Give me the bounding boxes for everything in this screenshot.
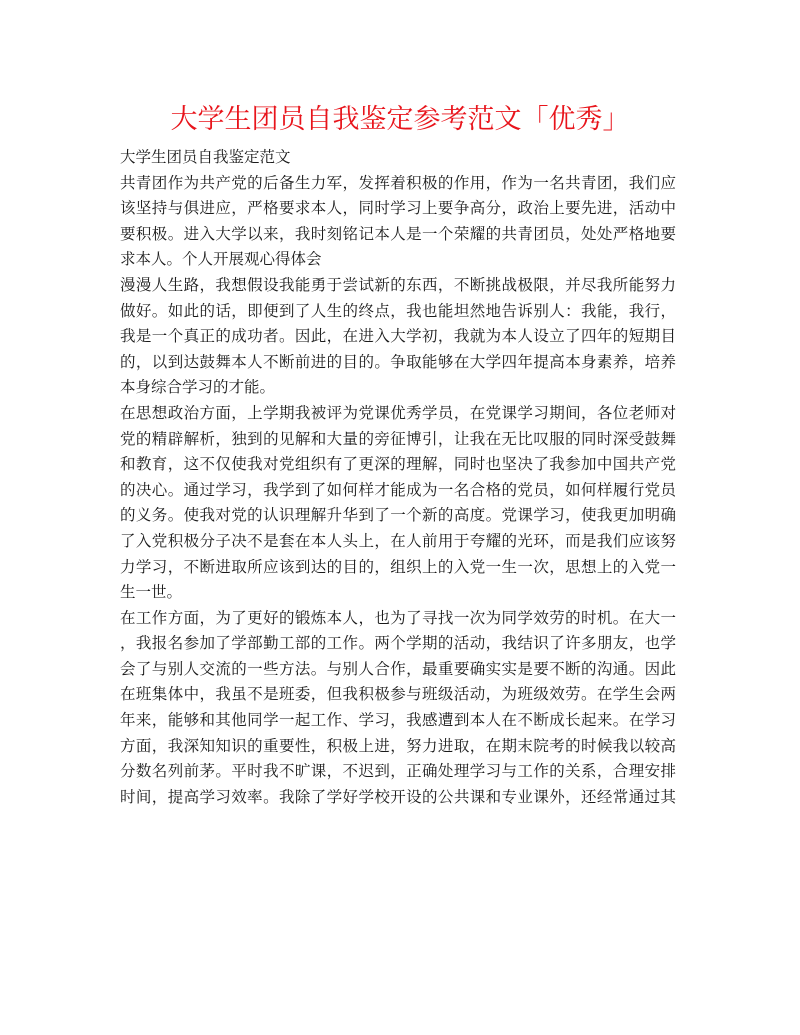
- document-body: [120, 145, 676, 810]
- paragraph-line: ，我报名参加了学部勤工部的工作。两个学期的活动，我结识了许多朋友，也学: [120, 634, 676, 653]
- paragraph-line: 生一世。: [120, 583, 183, 602]
- paragraph-line: 方面，我深知知识的重要性，积极上进，努力进取，在期末院考的时候我以较高: [120, 736, 676, 755]
- paragraph-line: 该坚持与俱进应，严格要求本人，同时学习上要争高分，政治上要先进，活动中: [120, 199, 676, 218]
- paragraph-line: 和教育，这不仅使我对党组织有了更深的理解，同时也坚决了我参加中国共产党: [120, 455, 676, 474]
- paragraph-line: 做好。如此的话，即便到了人生的终点，我也能坦然地告诉别人：我能，我行，: [120, 301, 676, 320]
- paragraph-line: 力学习，不断进取所应该到达的目的，组织上的入党一生一次，思想上的入党一: [120, 557, 676, 576]
- paragraph-line: 年来，能够和其他同学一起工作、学习，我感遭到本人在不断成长起来。在学习: [120, 711, 676, 730]
- paragraph-line: 大学生团员自我鉴定范文: [120, 148, 291, 166]
- paragraph-line: 了入党积极分子决不是套在本人头上，在人前用于夸耀的光环，而是我们应该努: [120, 531, 676, 550]
- document-title: 大学生团员自我鉴定参考范文「优秀」: [170, 104, 630, 135]
- paragraph-line: 的，以到达鼓舞本人不断前进的目的。争取能够在大学四年提高本身素养，培养: [120, 352, 676, 371]
- paragraph-line: 求本人。个人开展观心得体会: [120, 250, 322, 269]
- paragraph-line: 时间，提高学习效率。我除了学好学校开设的公共课和专业课外，还经常通过其: [120, 787, 676, 806]
- paragraph-line: 的决心。通过学习，我学到了如何样才能成为一名合格的党员，如何样履行党员: [120, 480, 676, 499]
- paragraph-line: 在思想政治方面，上学期我被评为党课优秀学员，在党课学习期间，各位老师对: [120, 403, 676, 422]
- paragraph-line: 在工作方面，为了更好的锻炼本人，也为了寻找一次为同学效劳的时机。在大一: [120, 608, 676, 627]
- paragraph-line: 在班集体中，我虽不是班委，但我积极参与班级活动，为班级效劳。在学生会两: [120, 685, 676, 704]
- paragraph-line: 我是一个真正的成功者。因此，在进入大学初，我就为本人设立了四年的短期目: [120, 327, 676, 346]
- paragraph-line: 共青团作为共产党的后备生力军，发挥着积极的作用，作为一名共青团，我们应: [120, 173, 676, 192]
- paragraph-line: 本身综合学习的才能。: [120, 378, 276, 397]
- paragraph-line: 分数名列前茅。平时我不旷课，不迟到，正确处理学习与工作的关系，合理安排: [120, 762, 676, 781]
- paragraph-line: 的义务。使我对党的认识理解升华到了一个新的高度。党课学习，使我更加明确: [120, 506, 676, 525]
- paragraph-line: 党的精辟解析，独到的见解和大量的旁征博引，让我在无比叹服的同时深受鼓舞: [120, 429, 676, 448]
- paragraph-line: 要积极。进入大学以来，我时刻铭记本人是一个荣耀的共青团员，处处严格地要: [120, 224, 676, 243]
- paragraph-line: 会了与别人交流的一些方法。与别人合作，最重要确实实是要不断的沟通。因此: [120, 659, 676, 678]
- paragraph-line: 漫漫人生路，我想假设我能勇于尝试新的东西，不断挑战极限，并尽我所能努力: [120, 275, 676, 294]
